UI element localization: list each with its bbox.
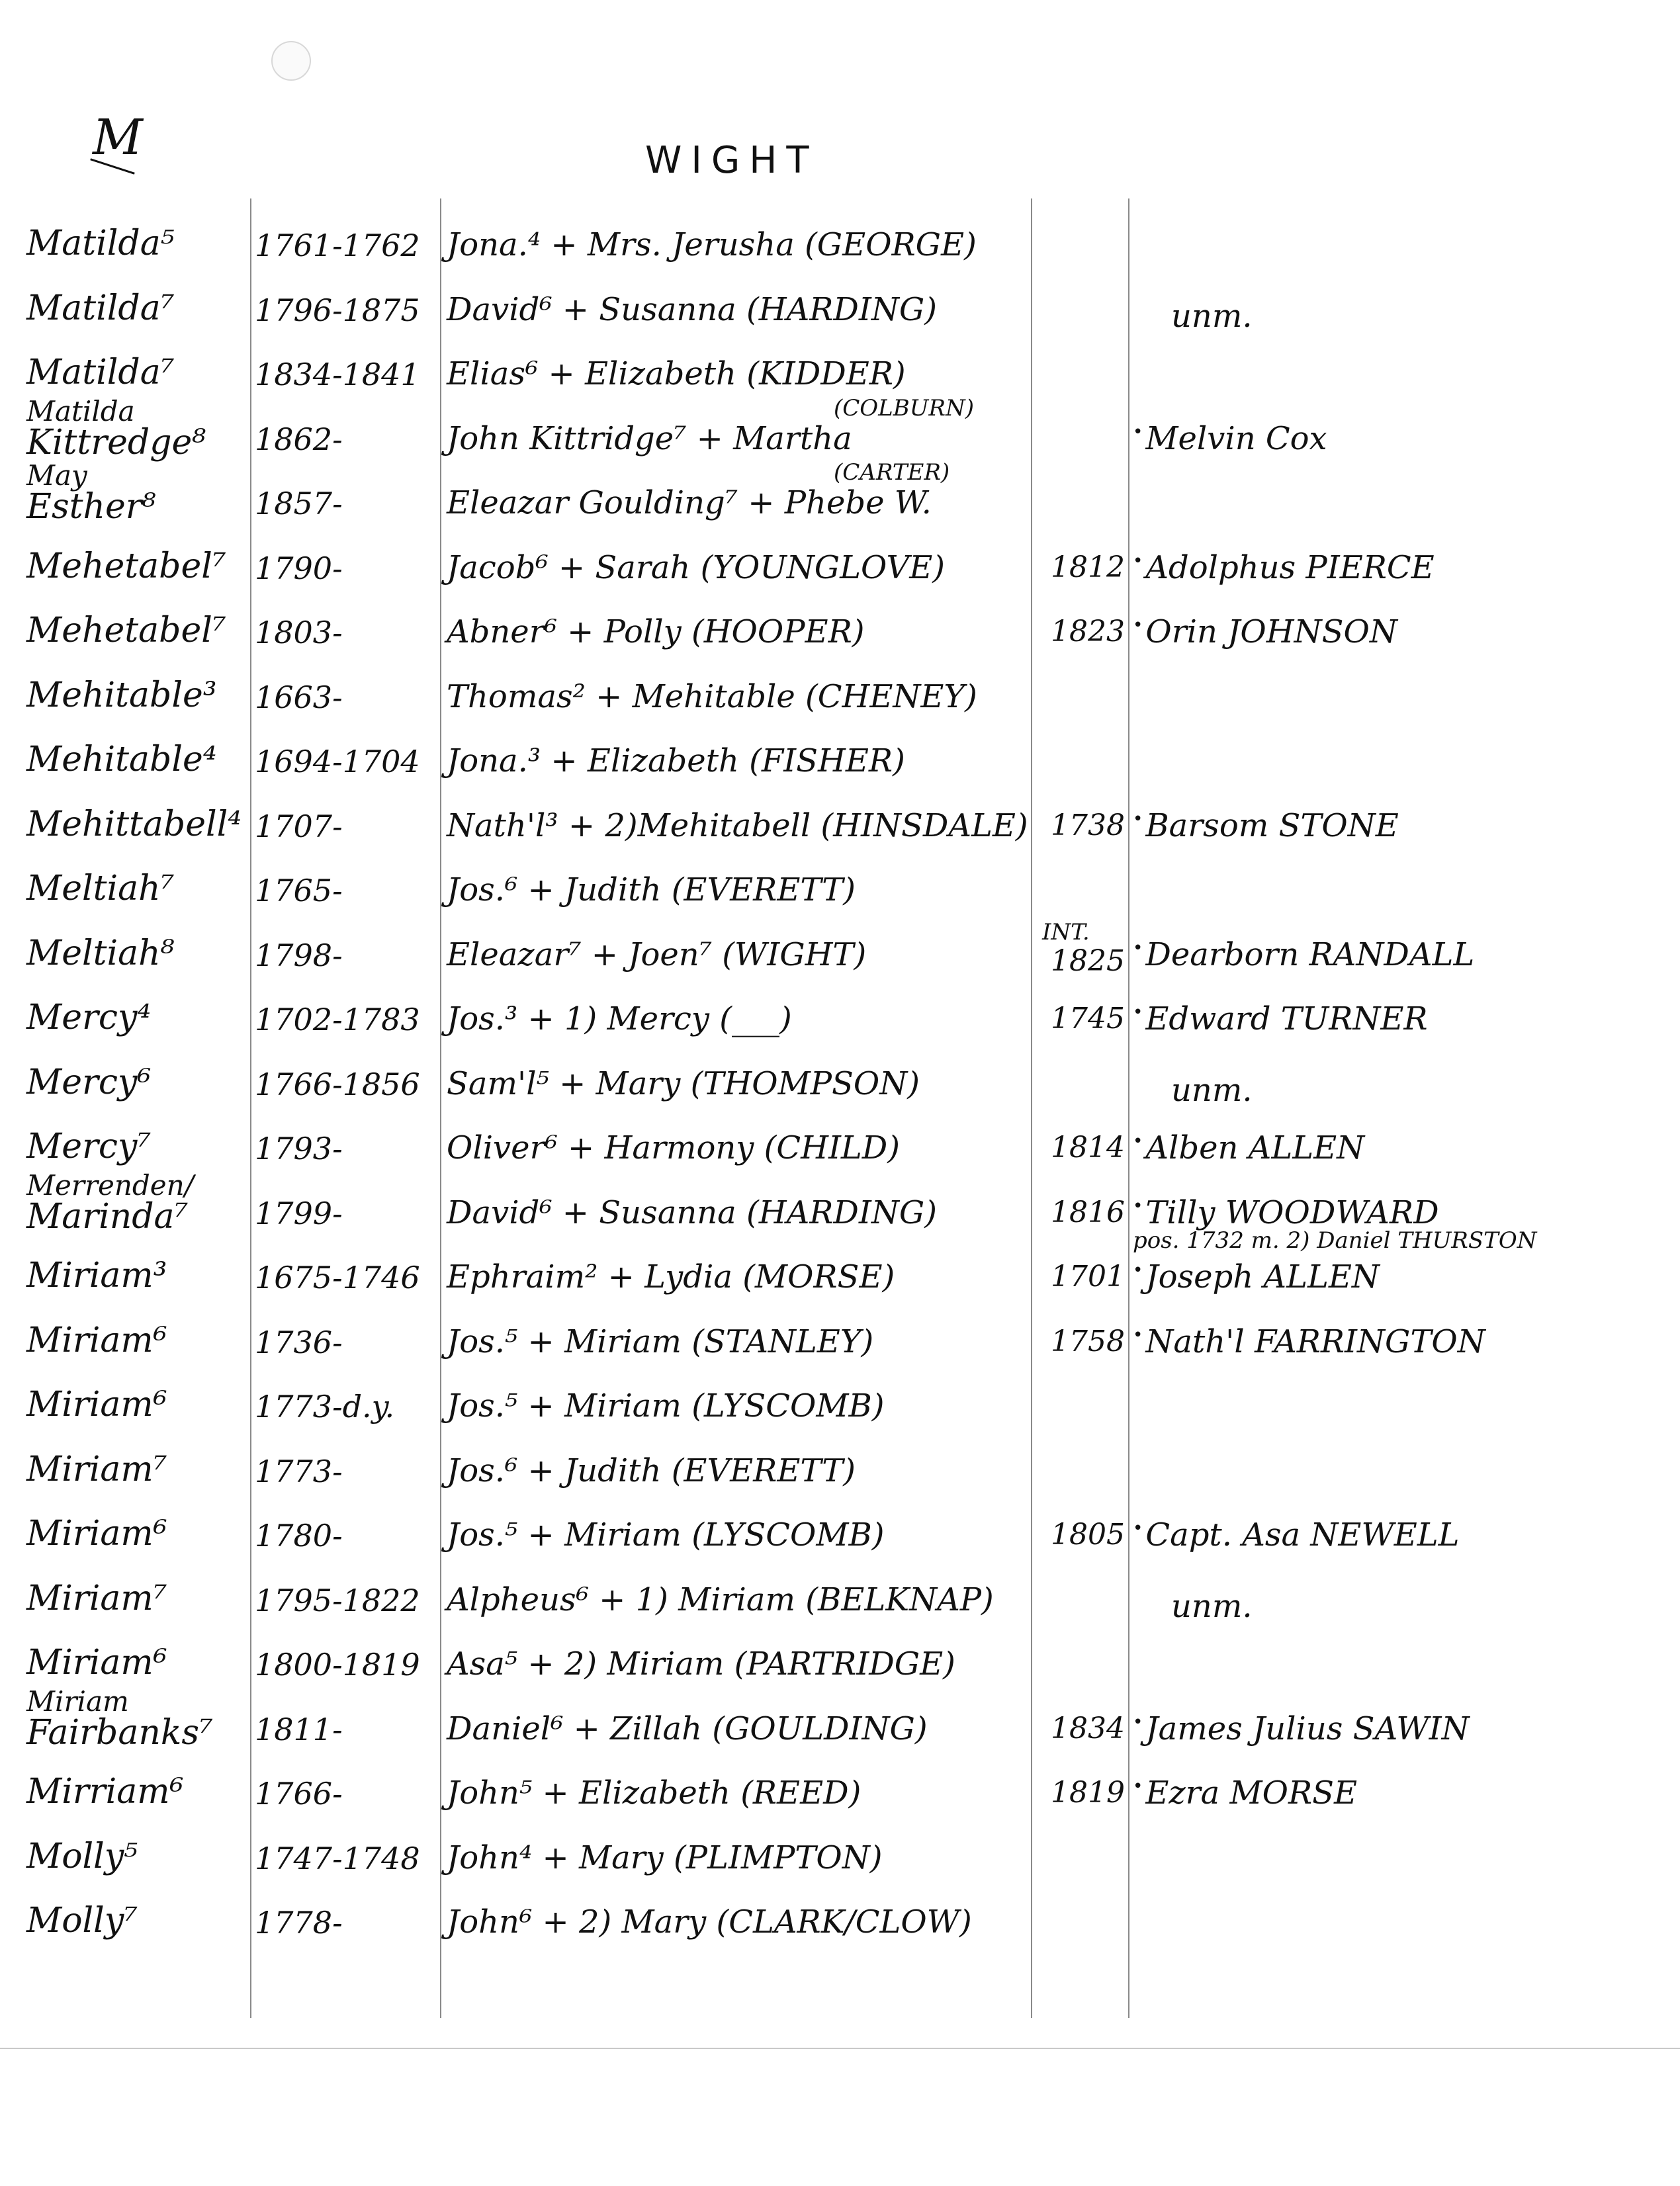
corner-letter: M xyxy=(93,109,143,166)
spouse-bullet-icon: • xyxy=(1133,421,1143,442)
spouse-bullet-icon: • xyxy=(1133,1776,1143,1796)
spouse-bullet-icon: • xyxy=(1133,1196,1143,1216)
entry-marriage-year: 1758 xyxy=(1051,1324,1125,1358)
page-title: WIGHT xyxy=(645,139,818,182)
list-item xyxy=(0,218,1680,283)
list-item xyxy=(0,1896,1680,1960)
entry-dates: 1702-1783 xyxy=(255,1002,420,1037)
entry-spouse xyxy=(1133,1774,1675,1812)
entry-parents-note: (CARTER) xyxy=(834,459,950,486)
entry-name: Mercy⁷ xyxy=(26,1127,152,1166)
list-item xyxy=(0,799,1680,864)
entry-spouse xyxy=(1133,549,1675,586)
entry-name: Mercy⁶ xyxy=(26,1062,152,1102)
entry-parents: Jona.⁴ + Mrs. Jerusha (GEORGE) xyxy=(447,226,977,263)
entry-marriage-year: 1834 xyxy=(1051,1711,1125,1745)
entry-year-note: INT. xyxy=(1042,918,1090,945)
entry-spouse-name: unm. xyxy=(1171,297,1253,335)
entry-dates: 1694-1704 xyxy=(255,744,420,779)
list-item xyxy=(0,1508,1680,1573)
entry-name-line2: Kittredge⁸ xyxy=(26,422,206,462)
entry-dates: 1747-1748 xyxy=(255,1840,420,1876)
entry-marriage-year: 1823 xyxy=(1051,615,1125,648)
spouse-bullet-icon: • xyxy=(1133,809,1143,829)
entry-spouse xyxy=(1171,298,1680,335)
entry-spouse xyxy=(1133,1710,1675,1747)
entry-spouse-name: Capt. Asa NEWELL xyxy=(1145,1516,1460,1553)
entry-name-line1: May xyxy=(26,459,87,492)
entry-dates: 1773-d.y. xyxy=(255,1389,395,1424)
entry-marriage-year: 1819 xyxy=(1051,1776,1125,1810)
bottom-rule xyxy=(0,2048,1680,2049)
entry-marriage-year: 1825 xyxy=(1051,943,1125,978)
entry-spouse-name: Tilly WOODWARD xyxy=(1145,1194,1439,1231)
entry-parents: Thomas² + Mehitable (CHENEY) xyxy=(447,678,977,715)
entry-spouse xyxy=(1133,936,1675,973)
entry-parents: Asa⁵ + 2) Miriam (PARTRIDGE) xyxy=(447,1645,955,1683)
entry-dates: 1736- xyxy=(255,1324,343,1360)
entry-spouse-name: Melvin Cox xyxy=(1145,419,1327,457)
entry-dates: 1675-1746 xyxy=(255,1260,420,1295)
entry-dates: 1766-1856 xyxy=(255,1066,420,1102)
entry-spouse-name: Nath'l FARRINGTON xyxy=(1145,1323,1485,1360)
entry-name: Miriam⁶ xyxy=(26,1320,167,1360)
entry-spouse-name: Alben ALLEN xyxy=(1145,1129,1365,1166)
entry-name-line1: Miriam xyxy=(26,1684,129,1718)
entry-parents-note: (COLBURN) xyxy=(834,394,974,421)
entry-spouse-name: Joseph ALLEN xyxy=(1145,1258,1380,1295)
list-item xyxy=(0,459,1680,541)
spouse-bullet-icon: • xyxy=(1133,1518,1143,1538)
list-item xyxy=(0,1315,1680,1380)
entry-dates: 1799- xyxy=(255,1195,343,1231)
entry-marriage-year: 1701 xyxy=(1051,1260,1125,1293)
entry-name xyxy=(26,394,251,462)
entry-dates: 1765- xyxy=(255,873,343,908)
entry-dates: 1811- xyxy=(255,1711,343,1747)
entry-parents: Jos.³ + 1) Mercy (___) xyxy=(447,1000,792,1037)
spouse-bullet-icon: • xyxy=(1133,1131,1143,1151)
list-item xyxy=(0,1057,1680,1122)
entry-dates: 1778- xyxy=(255,1905,343,1941)
spouse-bullet-icon: • xyxy=(1133,550,1143,571)
entry-spouse-name: James Julius SAWIN xyxy=(1145,1710,1470,1747)
entry-spouse xyxy=(1133,1258,1675,1295)
entry-name: Molly⁷ xyxy=(26,1901,138,1941)
entry-dates: 1857- xyxy=(255,486,343,521)
entry-name: Miriam⁶ xyxy=(26,1514,167,1553)
spouse-bullet-icon: • xyxy=(1133,1260,1143,1280)
list-item xyxy=(0,1250,1680,1315)
entry-dates: 1803- xyxy=(255,615,343,650)
entry-spouse-name: Adolphus PIERCE xyxy=(1145,548,1435,586)
entries-list xyxy=(0,218,1680,1960)
entry-dates: 1798- xyxy=(255,937,343,973)
entry-parents: Jos.⁶ + Judith (EVERETT) xyxy=(447,1452,856,1489)
list-item xyxy=(0,541,1680,606)
entry-parents: Jos.⁵ + Miriam (STANLEY) xyxy=(447,1323,874,1360)
list-item xyxy=(0,1831,1680,1896)
entry-dates: 1766- xyxy=(255,1776,343,1812)
entry-dates: 1780- xyxy=(255,1518,343,1553)
entry-spouse xyxy=(1133,420,1675,457)
entry-spouse-name: Orin JOHNSON xyxy=(1145,613,1397,650)
entry-name: Meltiah⁷ xyxy=(26,869,175,908)
entry-marriage-year: 1812 xyxy=(1051,550,1125,584)
entry-spouse xyxy=(1133,1129,1675,1166)
entry-parents: Eleazar Goulding⁷ + Phebe W. xyxy=(447,484,932,521)
list-item xyxy=(0,670,1680,735)
list-item xyxy=(0,734,1680,799)
entry-dates: 1790- xyxy=(255,550,343,586)
entry-parents: David⁶ + Susanna (HARDING) xyxy=(447,1194,937,1231)
entry-dates: 1834-1841 xyxy=(255,357,420,392)
entry-parents: David⁶ + Susanna (HARDING) xyxy=(447,290,937,328)
entry-marriage-year: 1738 xyxy=(1051,808,1125,842)
entry-marriage-year: 1805 xyxy=(1051,1518,1125,1552)
entry-name: Matilda⁷ xyxy=(26,353,175,392)
list-item xyxy=(0,283,1680,348)
entry-dates: 1862- xyxy=(255,421,343,457)
list-item xyxy=(0,918,1680,993)
entry-spouse-name: unm. xyxy=(1171,1587,1253,1625)
entry-parents: John Kittridge⁷ + Martha xyxy=(447,419,852,457)
entry-parents: Abner⁶ + Polly (HOOPER) xyxy=(447,613,865,650)
entry-name-line2: Marinda⁷ xyxy=(26,1196,189,1237)
entry-spouse xyxy=(1133,1000,1675,1037)
entry-spouse xyxy=(1133,1323,1675,1360)
spouse-bullet-icon: • xyxy=(1133,615,1143,635)
entry-name-line2: Esther⁸ xyxy=(26,487,156,527)
entry-parents: Ephraim² + Lydia (MORSE) xyxy=(447,1258,895,1295)
entry-name xyxy=(26,1168,251,1237)
entry-name-line1: Merrenden/ xyxy=(26,1168,194,1202)
entry-marriage-year: 1814 xyxy=(1051,1131,1125,1164)
entry-parents: Oliver⁶ + Harmony (CHILD) xyxy=(447,1129,900,1166)
entry-name: Mercy⁴ xyxy=(26,998,152,1037)
entry-dates: 1663- xyxy=(255,679,343,715)
list-item xyxy=(0,1379,1680,1444)
entry-dates: 1761-1762 xyxy=(255,228,420,263)
entry-parents: Eleazar⁷ + Joen⁷ (WIGHT) xyxy=(447,936,867,973)
entry-name: Matilda⁷ xyxy=(26,288,175,328)
entry-parents: Jona.³ + Elizabeth (FISHER) xyxy=(447,742,905,779)
entry-name: Miriam⁶ xyxy=(26,1385,167,1424)
entry-name: Mehitable⁴ xyxy=(26,740,217,779)
entry-name: Mehetabel⁷ xyxy=(26,611,226,650)
entry-parents: John⁵ + Elizabeth (REED) xyxy=(447,1774,862,1812)
list-item xyxy=(0,605,1680,670)
entry-name: Miriam³ xyxy=(26,1256,167,1295)
entry-dates: 1800-1819 xyxy=(255,1647,420,1683)
entry-spouse-name: unm. xyxy=(1171,1071,1253,1109)
entry-spouse xyxy=(1133,807,1675,844)
entry-spouse-note: pos. 1732 m. 2) Daniel THURSTON xyxy=(1133,1227,1537,1254)
list-item xyxy=(0,1767,1680,1831)
entry-dates: 1796-1875 xyxy=(255,292,420,328)
spouse-bullet-icon: • xyxy=(1133,1002,1143,1022)
entry-name: Matilda⁵ xyxy=(26,224,175,263)
entry-name xyxy=(26,459,251,527)
entry-parents: Alpheus⁶ + 1) Miriam (BELKNAP) xyxy=(447,1581,994,1618)
punch-hole xyxy=(271,41,311,81)
list-item xyxy=(0,992,1680,1057)
spouse-bullet-icon: • xyxy=(1133,1712,1143,1732)
entry-parents: Sam'l⁵ + Mary (THOMPSON) xyxy=(447,1065,920,1102)
list-item xyxy=(0,1168,1680,1254)
entry-dates: 1795-1822 xyxy=(255,1582,420,1618)
entry-name: Miriam⁷ xyxy=(26,1449,167,1489)
entry-parents: Daniel⁶ + Zillah (GOULDING) xyxy=(447,1710,928,1747)
entry-parents: Jacob⁶ + Sarah (YOUNGLOVE) xyxy=(447,548,945,586)
entry-spouse-name: Edward TURNER xyxy=(1145,1000,1428,1037)
entry-dates: 1793- xyxy=(255,1131,343,1166)
entry-spouse xyxy=(1133,1194,1675,1231)
entry-parents: John⁴ + Mary (PLIMPTON) xyxy=(447,1839,883,1876)
list-item xyxy=(0,1121,1680,1186)
list-item xyxy=(0,1573,1680,1638)
spouse-bullet-icon: • xyxy=(1133,1325,1143,1345)
entry-name: Mirriam⁶ xyxy=(26,1772,184,1812)
entry-marriage-year: 1745 xyxy=(1051,1002,1125,1035)
entry-parents: Nath'l³ + 2)Mehitabell (HINSDALE) xyxy=(447,807,1028,844)
entry-parents: Elias⁶ + Elizabeth (KIDDER) xyxy=(447,355,906,392)
entry-dates: 1773- xyxy=(255,1453,343,1489)
entry-name: Mehetabel⁷ xyxy=(26,546,226,586)
entry-parents: Jos.⁶ + Judith (EVERETT) xyxy=(447,871,856,908)
entry-spouse xyxy=(1133,1516,1675,1553)
entry-parents: John⁶ + 2) Mary (CLARK/CLOW) xyxy=(447,1903,972,1941)
entry-name: Miriam⁷ xyxy=(26,1578,167,1618)
entry-dates: 1707- xyxy=(255,808,343,844)
entry-spouse xyxy=(1171,1588,1680,1625)
entry-name xyxy=(26,1684,251,1753)
list-item xyxy=(0,1444,1680,1509)
list-item xyxy=(0,1638,1680,1702)
entry-marriage-year: 1816 xyxy=(1051,1195,1125,1229)
list-item xyxy=(0,1684,1680,1767)
list-item xyxy=(0,863,1680,928)
entry-spouse-name: Ezra MORSE xyxy=(1145,1774,1358,1812)
entry-spouse xyxy=(1171,1072,1680,1109)
entry-name: Mehittabell⁴ xyxy=(26,804,242,844)
spouse-bullet-icon: • xyxy=(1133,938,1143,958)
entry-name-line1: Matilda xyxy=(26,394,135,427)
entry-name: Meltiah⁸ xyxy=(26,933,175,973)
entry-name-line2: Fairbanks⁷ xyxy=(26,1712,213,1753)
entry-spouse-name: Dearborn RANDALL xyxy=(1145,936,1475,973)
entry-parents: Jos.⁵ + Miriam (LYSCOMB) xyxy=(447,1516,885,1553)
entry-name: Miriam⁶ xyxy=(26,1643,167,1683)
entry-spouse xyxy=(1133,613,1675,650)
entry-spouse-name: Barsom STONE xyxy=(1145,807,1399,844)
entry-name: Molly⁵ xyxy=(26,1836,138,1876)
entry-name: Mehitable³ xyxy=(26,675,217,715)
entry-parents: Jos.⁵ + Miriam (LYSCOMB) xyxy=(447,1387,885,1424)
